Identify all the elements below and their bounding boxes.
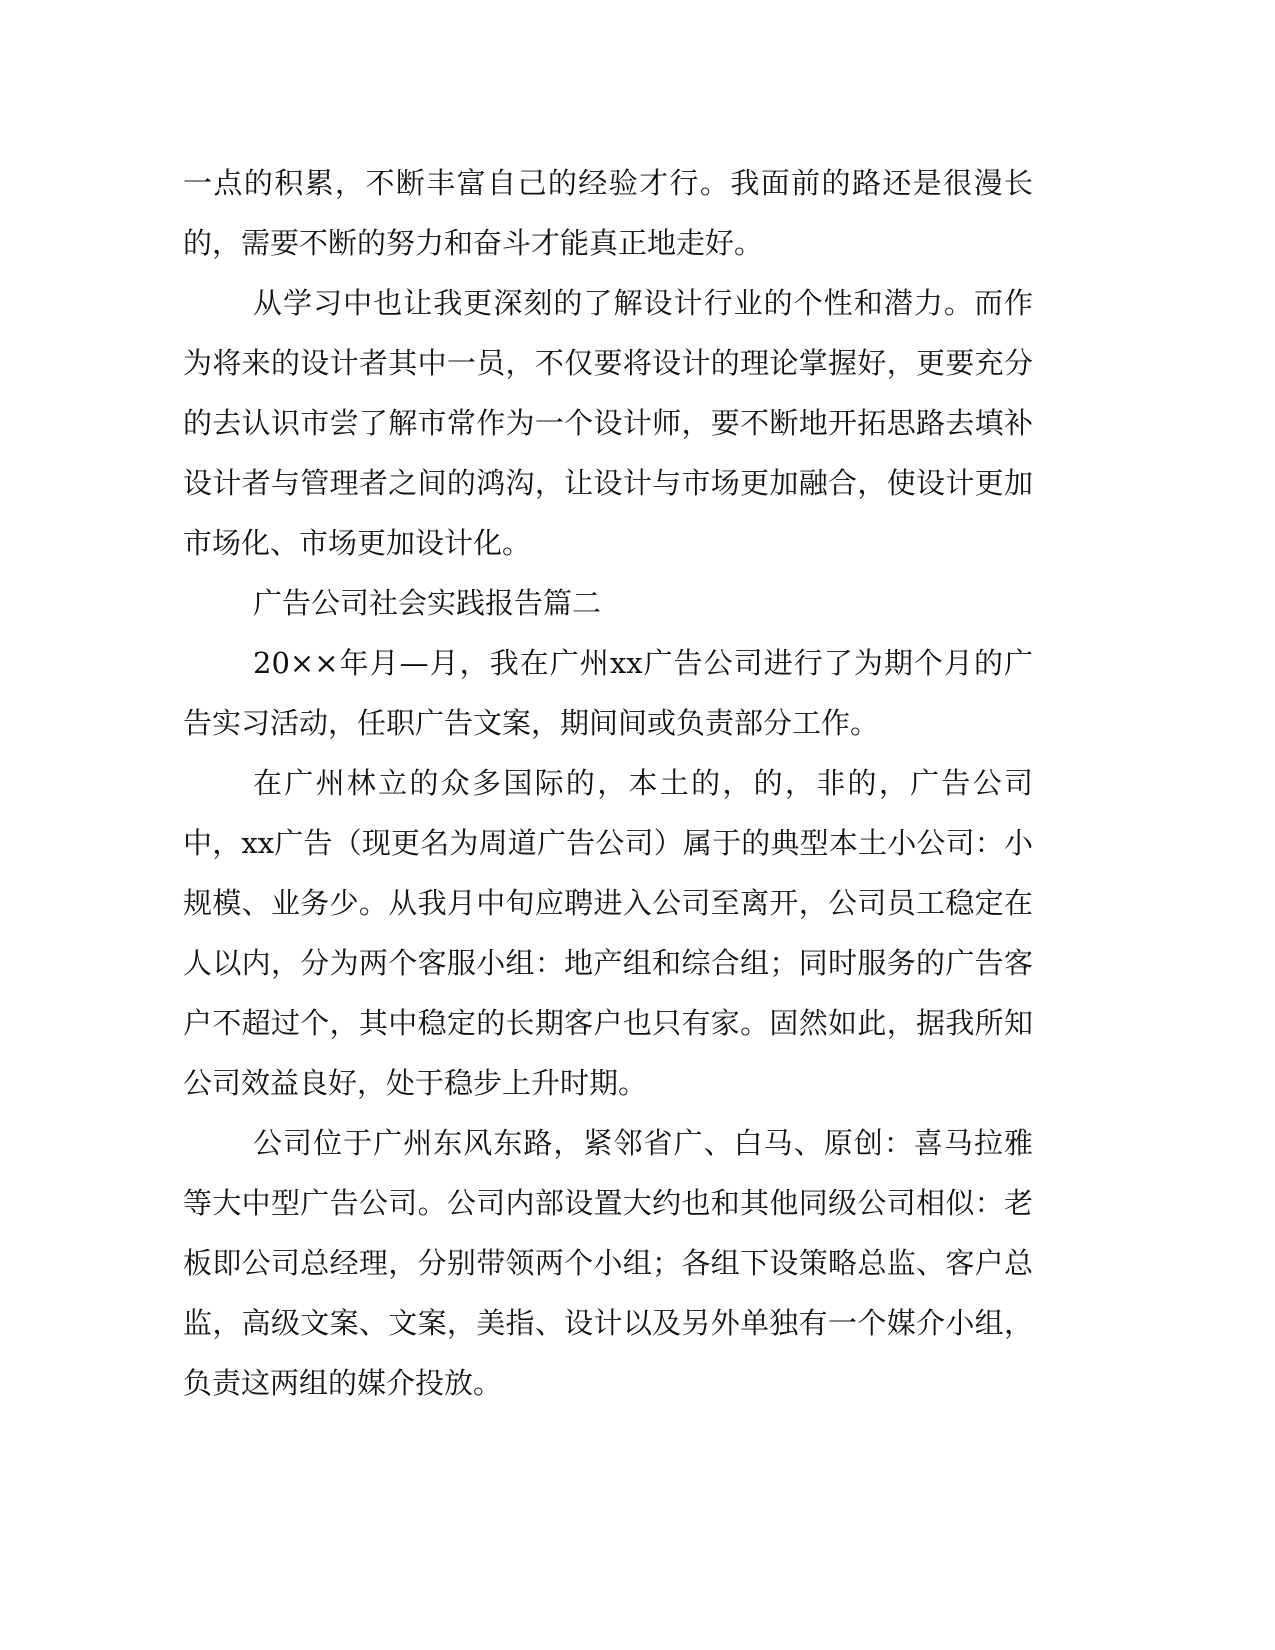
- document-body: [183, 153, 1033, 1413]
- paragraph-design-industry: 从学习中也让我更深刻的了解设计行业的个性和潜力。而作为将来的设计者其中一员，不仅要将设计的理论掌握好，更要充分的去认识市尝了解市常作为一个设计师，要不断地开拓思路去填补设计者与管理者之间的鸿沟，让设计与市场更加融合，使设计更加市场化、市场更加设计化。: [183, 286, 1033, 560]
- section-heading: 广告公司社会实践报告篇二: [253, 586, 602, 620]
- paragraph-company-structure: 公司位于广州东风东路，紧邻省广、白马、原创：喜马拉雅等大中型广告公司。公司内部设置大约也和其他同级公司相似：老板即公司总经理，分别带领两个小组；各组下设策略总监、客户总监，高级文案、文案，美指、设计以及另外单独有一个媒介小组，负责这两组的媒介投放。: [183, 1126, 1033, 1400]
- paragraph-internship-intro: 20××年月—月，我在广州xx广告公司进行了为期个月的广告实习活动，任职广告文案，期间间或负责部分工作。: [183, 646, 1033, 740]
- paragraph-continuation: 一点的积累，不断丰富自己的经验才行。我面前的路还是很漫长的，需要不断的努力和奋斗才能真正地走好。: [183, 166, 1033, 260]
- paragraph-company-overview: 在广州林立的众多国际的，本土的，的，非的，广告公司中，xx广告（现更名为周道广告公司）属于的典型本土小公司：小规模、业务少。从我月中旬应聘进入公司至离开，公司员工稳定在人以内，分为两个客服小组：地产组和综合组；同时服务的广告客户不超过个，其中稳定的长期客户也只有家。固然如此，据我所知公司效益良好，处于稳步上升时期。: [183, 766, 1033, 1100]
